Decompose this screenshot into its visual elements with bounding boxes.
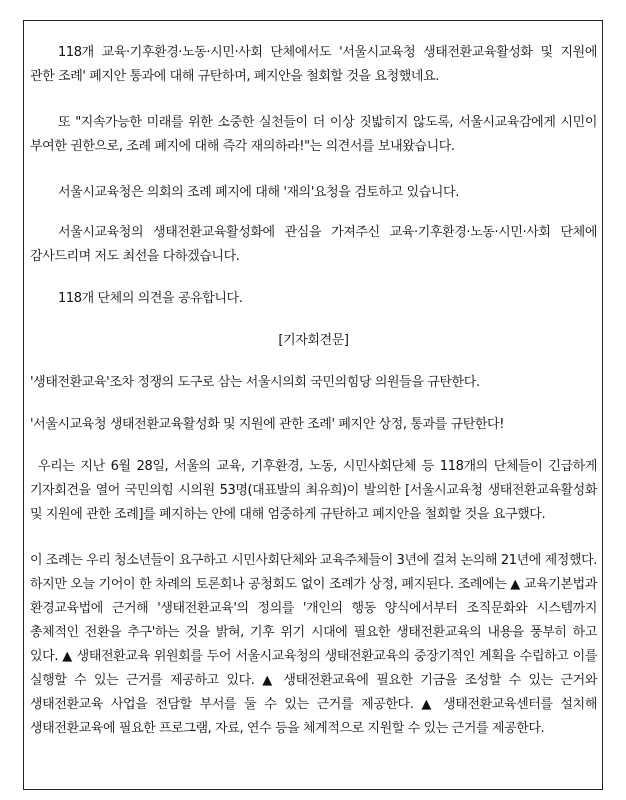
paragraph-share-opinion: 118개 단체의 의견을 공유합니다. xyxy=(58,291,243,306)
paragraph-opinion-letter: 또 "지속가능한 미래를 위한 소중한 실천들이 더 이상 짓밟히지 않도록, 서울시교육감에게 시민이 부여한 권한으로, 조례 폐지에 대해 즉각 재의하라!"는 의견서를 보내왔습니다. xyxy=(30,115,597,154)
statement-body-1: 우리는 지난 6월 28일, 서울의 교육, 기후환경, 노동, 시민사회단체 등 118개의 단체들이 긴급하게 기자회견을 열어 국민의힘 시의원 53명(대표발의 최유희)이 발의한 [서울시교육청 생태전환교육활성화 및 지원에 관한 조례]를 폐지하는 안에 대해 엄중하게 규탄하고 폐지안을 철회할 것을 요구했다. xyxy=(30,459,597,522)
paragraph-118-groups-condemn: 118개 교육·기후환경·노동·시민·사회 단체에서도 '서울시교육청 생태전환교육활성화 및 지원에 관한 조례' 폐지안 통과에 대해 규탄하며, 폐지안을 철회할 것을 요청했네요. xyxy=(30,45,597,84)
paragraph-reconsideration-review: 서울시교육청은 의회의 조례 폐지에 대해 '재의'요청을 검토하고 있습니다. xyxy=(58,185,459,200)
document-body xyxy=(30,41,597,741)
statement-title-1: '생태전환교육'조차 정쟁의 도구로 삼는 서울시의회 국민의힘당 의원들을 규탄한다. xyxy=(30,375,480,390)
paragraph-thanks: 서울시교육청의 생태전환교육활성화에 관심을 가져주신 교육·기후환경·노동·시민·사회 단체에 감사드리며 저도 최선을 다하겠습니다. xyxy=(30,225,597,264)
document-frame xyxy=(23,20,603,790)
statement-body-2: 이 조례는 우리 청소년들이 요구하고 시민사회단체와 교육주체들이 3년에 걸쳐 논의해 21년에 제정했다. 하지만 오늘 기어이 한 차례의 토론회나 공청회도 없이 조례가 상정, 폐지된다. 조례에는 ▲ 교육기본법과 환경교육법에 근거해 '생태전환교육'의 정의를 '개인의 행동 양식에서부터 조직문화와 시스템까지 총체적인 전환을 추구'하는 것을 밝혀, 기후 위기 시대에 필요한 생태전환교육의 내용을 풍부히 하고 있다. ▲ 생태전환교육 위원회를 두어 서울시교육청의 생태전환교육의 중장기적인 계획을 수립하고 이를 실행할 수 있는 근거를 제공하고 있다. ▲ 생태전환교육에 필요한 기금을 조성할 수 있는 근거와 생태전환교육 사업을 전담할 부서를 둘 수 있는 근거를 제공한다. ▲ 생태전환교육센터를 설치해 생태전환교육에 필요한 프로그램, 자료, 연수 등을 체계적으로 지원할 수 있는 근거를 제공한다. xyxy=(30,553,597,736)
press-conference-heading: [기자회견문] xyxy=(278,333,349,348)
statement-title-2: '서울시교육청 생태전환교육활성화 및 지원에 관한 조례' 폐지안 상정, 통과를 규탄한다! xyxy=(30,417,505,432)
